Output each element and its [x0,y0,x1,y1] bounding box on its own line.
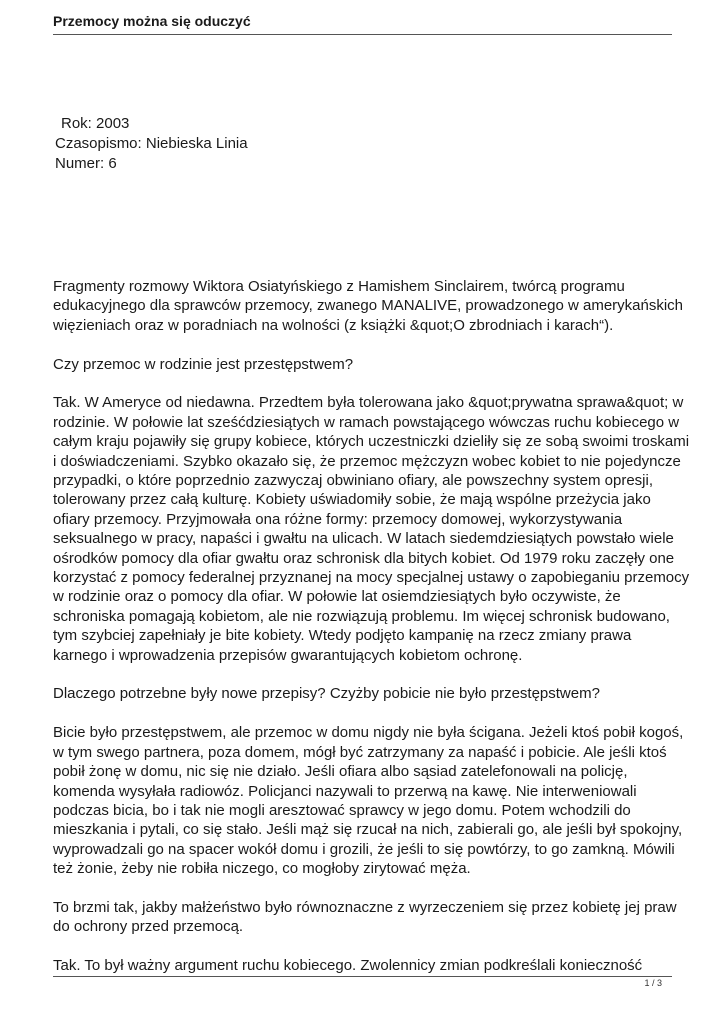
paragraph-line: do ochrony przed przemocą. [53,918,244,936]
paragraph-line: Fragmenty rozmowy Wiktora Osiatyńskiego z Hamishem Sinclairem, twórcą programu [53,278,625,295]
meta-issue: Numer: 6 [55,155,117,172]
article-paragraph [53,684,678,703]
paragraph-line: mieszkania i pytali, co się stało. Jeśli mąż się rzucał na nich, zabierali go, ale jeśli był spokojny, [53,821,683,839]
paragraph-line: Tak. W Ameryce od niedawna. Przedtem była tolerowana jako &quot;prywatna sprawa&quot; w [53,394,684,412]
paragraph-line: korzystać z pomocy federalnej przyznanej na mocy specjalnej ustawy o zapobieganiu przemocy [53,569,690,587]
paragraph-line: przypadki, o które poprzednio zazwyczaj obwiniano ofiary, ale powszechny system opresji, [53,472,654,490]
paragraph-spacer [53,879,678,898]
paragraph-spacer [53,937,678,956]
paragraph-line: pobił żonę w domu, nic się nie działo. Jeśli ofiara albo sąsiad zatelefonowali na policję, [53,763,628,781]
paragraph-spacer [53,335,678,354]
paragraph-line: seksualnego w pracy, napaści i gwałtu na ulicach. W latach siedemdziesiątych powstało wiele [53,530,674,548]
paragraph-line: w tym swego partnera, poza domem, mógł być zatrzymany za napaść i pobicie. Ale jeśli ktoś [53,743,667,761]
paragraph-line: całym kraju pojawiły się grupy kobiece, których uczestniczki dzieliły się ze sobą swoimi troskami [53,433,690,451]
paragraph-line: tolerowany przez całą kulturę. Kobiety uświadomiły sobie, że mają wspólne przeżycia jako [53,491,651,509]
paragraph-line: komenda wysyłała radiowóz. Policjanci nazywali to przerwą na kawę. Nie interweniowali [53,782,637,800]
page-number: 1 / 3 [644,978,662,988]
footer-divider [53,976,672,977]
page-header-title: Przemocy można się oduczyć [53,13,251,29]
article-paragraph [53,393,690,665]
paragraph-line: podczas bicia, bo i tak nie mogli aresztować sprawcy w jego domu. Potem wchodzili do [53,801,631,819]
paragraph-line: tym szybciej zapełniały je bite kobiety. Wtedy podjęto kampanię na rzecz zmiany prawa [53,627,632,645]
paragraph-line: też żonie, żeby nie robiła niczego, co mogłoby zirytować męża. [53,860,471,878]
article-paragraph [53,723,684,878]
paragraph-line: wyprowadzali go na spacer wokół domu i grozili, że jeśli to się powtórzy, to go zamkną. Mówili [53,840,675,858]
paragraph-line: karnego i wprowadzenia przepisów gwarantujących kobietom ochronę. [53,646,523,664]
header-divider [53,34,672,35]
paragraph-line: ośrodków pomocy dla ofiar gwałtu oraz schronisk dla bitych kobiet. Od 1979 roku zaczęły one [53,549,675,567]
article-paragraph [53,956,678,975]
paragraph-line: w rodzinie oraz o pomocy dla ofiar. W połowie lat osiemdziesiątych było oczywiste, że [53,588,621,606]
paragraph-line: edukacyjnego dla sprawców przemocy, zwanego MANALIVE, prowadzonego w amerykańskich [53,297,684,315]
paragraph-line: Czy przemoc w rodzinie jest przestępstwem? [53,355,354,373]
paragraph-spacer [53,665,678,684]
paragraph-line: i doświadczeniami. Szybko okazało się, że przemoc mężczyzn wobec kobiet to nie pojedyncze [53,452,681,470]
article-metadata [55,114,248,174]
paragraph-line: Tak. To był ważny argument ruchu kobiecego. Zwolennicy zmian podkreślali konieczność [53,957,643,975]
article-body [53,277,690,976]
paragraph-line: więzieniach oraz w poradniach na wolności (z książki &quot;O zbrodniach i karach“). [53,316,614,334]
paragraph-line: ofiary przemocy. Przyjmowała ona różne formy: przemocy domowej, wykorzystywania [53,510,623,528]
paragraph-line: Bicie było przestępstwem, ale przemoc w domu nigdy nie była ścigana. Jeżeli ktoś pobił kogoś, [53,724,684,742]
paragraph-line: schroniska pomagają kobietom, ale nie rozwiązują problemu. Im więcej schronisk budowano, [53,607,670,625]
paragraph-line: Dlaczego potrzebne były nowe przepisy? Czyżby pobicie nie było przestępstwem? [53,685,600,703]
paragraph-line: rodzinie. W połowie lat sześćdziesiątych w ramach powstającego wówczas ruchu kobiecego w [53,413,680,431]
article-paragraph [53,898,678,937]
paragraph-line: To brzmi tak, jakby małżeństwo było równoznaczne z wyrzeczeniem się przez kobietę jej praw [53,898,677,916]
paragraph-spacer [53,374,678,393]
meta-magazine: Czasopismo: Niebieska Linia [55,135,248,152]
article-paragraph [53,355,678,374]
article-paragraph [53,277,684,335]
paragraph-spacer [53,704,678,723]
meta-year: Rok: 2003 [61,115,130,132]
